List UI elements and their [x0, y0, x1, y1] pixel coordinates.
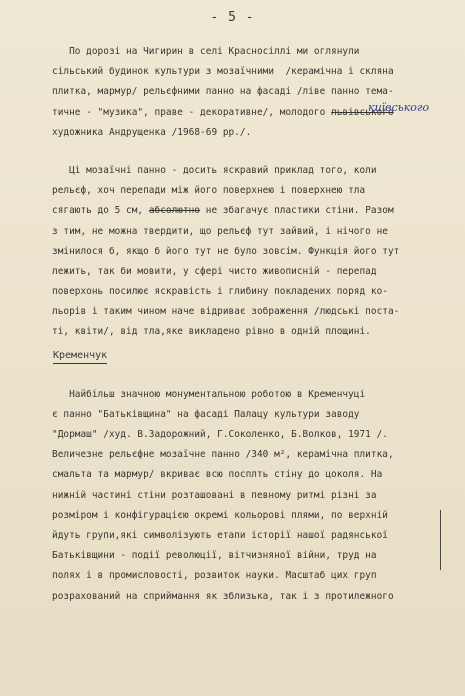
text-line: ті, квіти/, від тла,яке викладено рівно в одній площині.	[52, 326, 371, 338]
paragraph-1	[52, 42, 442, 143]
margin-mark	[440, 510, 441, 570]
paragraph-3	[52, 385, 442, 607]
paragraph-2	[52, 161, 442, 343]
text-fragment: сягають до 5 см,	[52, 205, 149, 217]
text-line: є панно "Батьківщина" на фасаді Палацу культури заводу	[52, 408, 360, 420]
text-line: плитка, мармур/ рельєфними панно на фасаді /ліве панно тема-	[52, 86, 394, 98]
text-line: розрахований на сприймання як зблизька, так і з протилежного	[52, 590, 394, 602]
section-heading: Кременчук	[53, 349, 107, 364]
text-line: художника Андрущенка /1968-69 рр./.	[52, 126, 252, 138]
text-line: "Дормаш" /худ. В.Задорожний, Г.Соколенко, Б.Волков, 1971 /.	[52, 429, 388, 440]
struck-word: львівського	[331, 106, 394, 118]
text-line: Величезне рельєфне мозаїчне панно /340 м², керамічна плитка,	[52, 449, 394, 461]
text-line: змінилося б, якщо б його тут не було зовсім. Функція його тут	[52, 245, 400, 257]
text-line: смальта та мармур/ вкриває всю посплть стіну до цоколя. На	[52, 469, 383, 481]
text-fragment: тичне - "музика", праве - декоративне/, молодого	[52, 106, 332, 118]
text-line: Найбільш значною монументальною роботою в Кременчуці	[52, 388, 366, 400]
text-line: Батьківщини - події революції, вітчизняної війни, труд на	[52, 550, 377, 562]
text-line: лежить, так би мовити, у сфері чисто живописній - перепад	[52, 265, 377, 277]
section-heading-wrap	[52, 343, 442, 371]
text-line: По дорозі на Чигирин в селі Красносіллі ми оглянули	[52, 46, 360, 57]
text-line: льорів і таким чином наче відриває зображення /людські поста-	[52, 306, 400, 318]
document-body	[52, 42, 442, 607]
text-line: поверхонь посилює яскравість і глибину покладених поряд ко-	[52, 286, 388, 298]
handwritten-correction: київського	[368, 101, 430, 114]
text-line: з тим, не можна твердити, що рельєф тут зайвий, і нічого не	[52, 225, 388, 237]
text-line: йдуть групи,які символізують етапи історії нашої радянської	[52, 529, 388, 541]
struck-word: абсолютно	[148, 205, 201, 217]
text-line: розміром і конфігурацією окремі кольорові плями, по верхній	[52, 509, 388, 521]
text-line: полях і в промисловості, розвиток науки. Масштаб цих груп	[52, 570, 377, 582]
text-line: сільський будинок культури з мозаїчними /керамічна і скляна	[52, 66, 394, 78]
text-line-with-strikethrough	[52, 201, 442, 221]
text-line: рельєф, хоч перепади між його поверхнею і поверхнею тла	[52, 185, 366, 197]
page-number: - 5 -	[210, 10, 255, 25]
text-line: нижній частині стіни розташовані в певному ритмі різні за	[52, 489, 377, 501]
text-fragment: не збагачує пластики стіни. Разом	[200, 205, 394, 217]
text-line: Ці мозаїчні панно - досить яскравий приклад того, коли	[52, 164, 377, 176]
